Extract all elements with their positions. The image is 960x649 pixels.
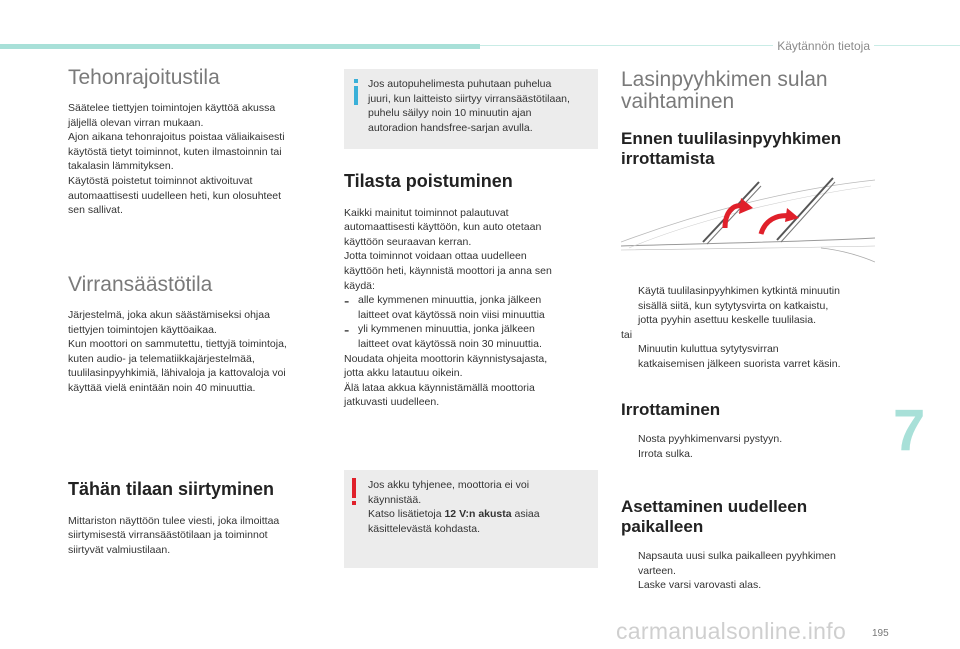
warning-box <box>344 470 598 568</box>
text-line: käsittelevästä kohdasta. <box>368 522 481 535</box>
text-line: jäljellä olevan virran mukaan. <box>68 116 204 129</box>
tehonrajoitus-heading: Tehonrajoitustila <box>68 66 220 89</box>
text-line: Käytöstä poistetut toiminnot aktivoituvat <box>68 175 253 188</box>
main-heading <box>621 69 879 113</box>
header-rule <box>480 45 960 46</box>
text-line: laitteet ovat käytössä noin 30 minuuttia. <box>358 337 542 350</box>
ennen-heading <box>621 129 879 169</box>
text-line: - yli kymmenen minuuttia, jonka jälkeen <box>358 323 535 336</box>
dash-item <box>344 322 600 351</box>
page-number: 195 <box>872 628 889 639</box>
step-item <box>621 284 879 328</box>
text-line: käytöstä tietyt toiminnot, kuten ilmastoinnin tai <box>68 145 282 158</box>
tilasta-section <box>344 171 600 410</box>
text-line: Mittariston näyttöön tulee viesti, joka ilmoittaa <box>68 514 280 527</box>
watermark: carmanualsonline.info <box>616 618 847 644</box>
virransaasto-heading: Virransäästötila <box>68 273 213 296</box>
text-line: siirtymisestä virransäästötilaan ja toiminnot <box>68 529 268 542</box>
virransaasto-section <box>68 273 326 396</box>
asettaminen-section <box>621 497 879 593</box>
text-line: Älä lataa akkua käynnistämällä moottoria <box>344 381 535 394</box>
text-span: asiaa <box>511 508 540 521</box>
text-line: käydä: <box>344 279 375 292</box>
text-line: Järjestelmä, joka akun säästämiseksi ohjaa <box>68 309 270 322</box>
text-line: Käytä tuulilasinpyyhkimen kytkintä minuutin <box>638 285 840 297</box>
text-line: Kaikki mainitut toiminnot palautuvat <box>344 206 509 219</box>
chapter-number: 7 <box>893 398 926 463</box>
ennen-steps <box>621 284 879 372</box>
text-line <box>368 507 590 522</box>
text-line: Napsauta uusi sulka paikalleen pyyhkimen <box>638 550 836 562</box>
text-line: puhelu säilyy noin 10 minuutin ajan <box>368 107 532 120</box>
irrottaminen-heading: Irrottaminen <box>621 400 721 419</box>
text-line: Jos autopuhelimesta puhutaan puhelua <box>368 78 552 90</box>
text-line: varteen. <box>638 564 676 577</box>
step-item <box>621 549 879 578</box>
heading-line: paikalleen <box>621 517 704 536</box>
irrottaminen-section <box>621 400 879 462</box>
text-line: Noudata ohjeita moottorin käynnistysajasta, <box>344 352 548 365</box>
heading-line: vaihtaminen <box>621 90 735 113</box>
text-line: takalasin lämmityksen. <box>68 160 174 173</box>
text-line: jotta pyyhin asettuu keskelle tuulilasia. <box>638 314 817 327</box>
section-title: Käytännön tietoja <box>773 39 874 53</box>
text-line: Säätelee tiettyjen toimintojen käyttöä akussa <box>68 102 276 115</box>
text-line: jatkuvasti uudelleen. <box>344 396 440 409</box>
battery-link-text: 12 V:n akusta <box>444 508 512 521</box>
text-line: - alle kymmenen minuuttia, jonka jälkeen <box>358 294 542 307</box>
info-box <box>344 69 598 149</box>
heading-line: irrottamista <box>621 149 715 168</box>
text-line: katkaisemisen jälkeen suorista varret käsin. <box>638 357 841 370</box>
asettaminen-heading <box>621 497 879 537</box>
tahan-heading: Tähän tilaan siirtyminen <box>68 479 275 499</box>
warning-icon <box>352 478 358 508</box>
step-item <box>621 432 879 447</box>
tilasta-heading: Tilasta poistuminen <box>344 171 513 191</box>
text-line: laitteet ovat käytössä noin viisi minuuttia <box>358 308 545 321</box>
tehonrajoitus-section <box>68 66 326 218</box>
heading-line: Ennen tuulilasinpyyhkimen <box>621 129 842 148</box>
text-line: automaattisesti käyttöön, kun auto otetaan <box>344 221 542 234</box>
step-item <box>621 342 879 371</box>
step-item <box>621 578 879 593</box>
text-line: Jotta toiminnot voidaan ottaa uudelleen <box>344 250 527 263</box>
text-line: käyttöön heti, käynnistä moottori ja anna sen <box>344 264 552 277</box>
text-line: Laske varsi varovasti alas. <box>638 579 762 592</box>
text-line: automaattisesti uudelleen heti, kun olosuhteet <box>68 189 282 202</box>
text-line: autoradion handsfree-sarjan avulla. <box>368 121 533 134</box>
or-text: tai <box>621 328 633 341</box>
tahan-section <box>68 479 326 557</box>
step-item <box>621 447 879 462</box>
text-line: tiettyjen toimintojen käyttöaikaa. <box>68 323 217 336</box>
text-line: Minuutin kuluttua sytytysvirran <box>638 343 779 356</box>
windscreen-wiper-illustration <box>621 176 875 272</box>
info-icon <box>354 79 359 105</box>
header-accent-bar <box>0 44 480 49</box>
heading-line: Asettaminen uudelleen <box>621 497 808 516</box>
text-line: jotta akku latautuu oikein. <box>344 367 463 380</box>
text-span: Katso lisätietoja <box>368 508 445 521</box>
text-line: sisällä siitä, kun sytytysvirta on katkaistu, <box>638 299 829 312</box>
text-line: Kun moottori on sammutettu, tiettyjä toimintoja, <box>68 338 287 351</box>
lasinpyyhkimen-section <box>621 69 879 169</box>
text-line: juuri, kun laitteisto siirtyy virransäästötilaan, <box>368 92 570 105</box>
text-line: käyttää vielä enintään noin 40 minuuttia. <box>68 382 256 395</box>
text-line: Nosta pyyhkimenvarsi pystyyn. <box>638 433 783 446</box>
text-line: käyttöön seuraavan kerran. <box>344 235 472 248</box>
text-line: Ajon aikana tehonrajoitus poistaa väliaikaisesti <box>68 131 285 144</box>
text-line: Irrota sulka. <box>638 447 693 460</box>
text-line: Jos akku tyhjenee, moottoria ei voi <box>368 479 530 491</box>
text-line: siirtyvät valmiustilaan. <box>68 543 171 556</box>
text-line: käynnistää. <box>368 493 422 506</box>
heading-line: Lasinpyyhkimen sulan <box>621 68 828 91</box>
text-line: tuulilasinpyyhkimiä, lähivaloja ja kattovaloja voi <box>68 367 286 380</box>
dash-item <box>344 293 600 322</box>
text-line: sen sallivat. <box>68 204 123 217</box>
text-line: kuten audio- ja telematiikkajärjestelmää, <box>68 352 255 365</box>
